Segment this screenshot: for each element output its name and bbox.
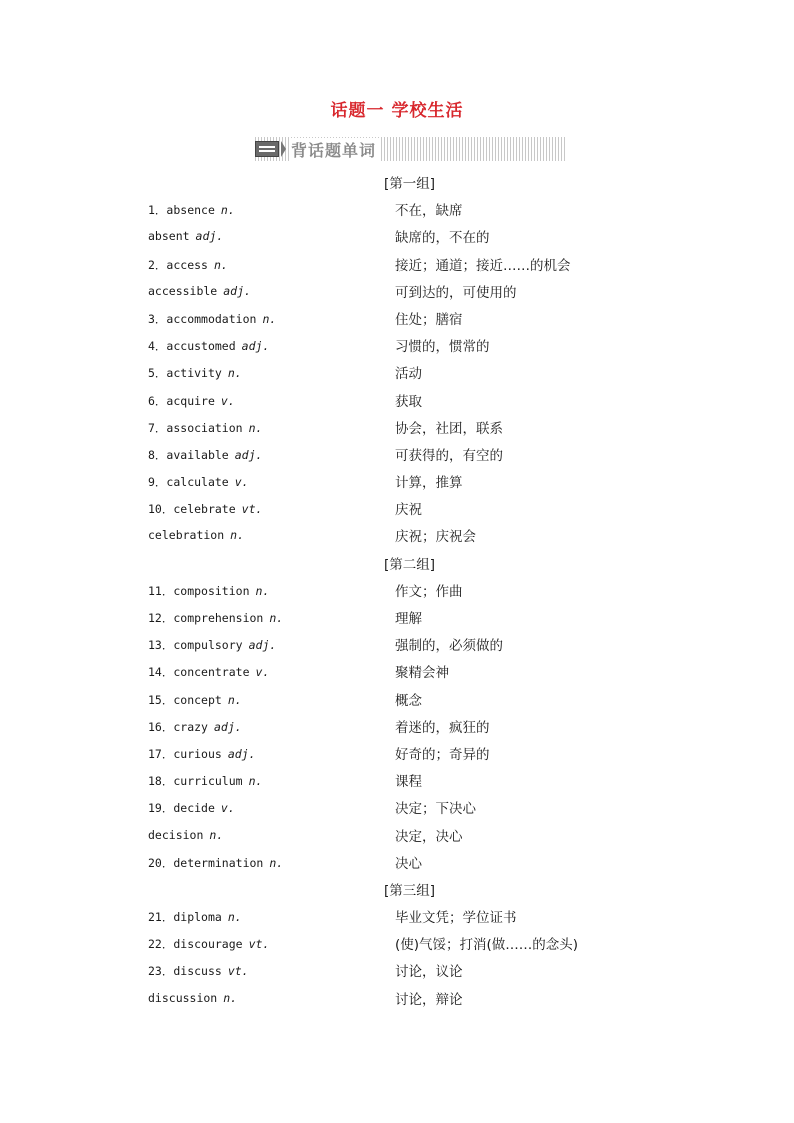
vocab-word-text: 9．calculate	[148, 475, 229, 490]
vocab-meaning: 讨论，议论	[395, 964, 463, 981]
vocab-word-text: 23．discuss	[148, 964, 222, 979]
vocab-row	[148, 902, 668, 929]
vocab-meaning: 庆祝	[395, 502, 422, 519]
chevron-right-icon	[281, 141, 286, 157]
vocab-meaning: 可到达的，可使用的	[395, 284, 517, 301]
vocab-word-text: celebration	[148, 528, 225, 543]
vocab-meaning: 好奇的；奇异的	[395, 746, 490, 763]
part-of-speech: adj.	[241, 339, 270, 354]
part-of-speech: v.	[255, 665, 270, 680]
vocabulary-list	[148, 168, 668, 1011]
vocab-word	[148, 991, 237, 1005]
vocab-word	[148, 528, 244, 542]
group-header-row	[148, 168, 668, 195]
vocab-word-text: discussion	[148, 990, 218, 1005]
vocab-row	[148, 821, 668, 848]
page-title: 话题一 学校生活	[330, 101, 464, 121]
vocab-word-text: 6．acquire	[148, 393, 215, 408]
part-of-speech: n.	[269, 855, 284, 870]
vocab-word-text: 7．association	[148, 420, 243, 435]
vocab-word-text: 15．concept	[148, 692, 222, 707]
vocab-meaning: 作文；作曲	[395, 583, 463, 600]
group-header: [第三组]	[384, 882, 436, 899]
vocab-meaning: 计算，推算	[395, 475, 463, 492]
vocab-meaning: 课程	[395, 774, 422, 791]
vocab-word-text: 5．activity	[148, 366, 222, 381]
section-box-icon	[255, 141, 279, 157]
section-banner-label: 背话题单词	[289, 138, 380, 161]
vocab-word	[148, 800, 235, 816]
part-of-speech: adj.	[248, 638, 277, 653]
vocab-word	[148, 719, 242, 735]
vocab-row	[148, 929, 668, 956]
vocab-word	[148, 828, 223, 842]
vocab-word-text: 2．access	[148, 257, 208, 272]
vocab-word	[148, 229, 223, 243]
vocab-row	[148, 222, 668, 249]
vocab-meaning: 决心	[395, 855, 422, 872]
vocab-row	[148, 630, 668, 657]
part-of-speech: adj.	[234, 447, 263, 462]
part-of-speech: adj.	[223, 283, 251, 298]
part-of-speech: adj.	[227, 746, 256, 761]
part-of-speech: vt.	[227, 964, 249, 979]
vocab-row	[148, 739, 668, 766]
vocab-word	[148, 963, 249, 979]
vocab-meaning: 着迷的，疯狂的	[395, 719, 490, 736]
group-header-row	[148, 875, 668, 902]
vocab-word	[148, 692, 242, 708]
vocab-row	[148, 440, 668, 467]
vocab-word-text: 19．decide	[148, 801, 215, 816]
vocab-word	[148, 338, 269, 354]
part-of-speech: adj.	[195, 229, 224, 244]
vocab-word	[148, 420, 262, 436]
vocab-word-text: absent	[148, 229, 190, 244]
group-header: [第二组]	[384, 556, 436, 573]
vocab-row	[148, 657, 668, 684]
vocab-word	[148, 637, 276, 653]
part-of-speech: n.	[223, 990, 238, 1005]
part-of-speech: n.	[262, 311, 277, 326]
vocab-word-text: 22．discourage	[148, 937, 243, 952]
vocab-word-text: 1．absence	[148, 203, 215, 218]
vocab-meaning: 毕业文凭；学位证书	[395, 910, 517, 927]
part-of-speech: n.	[248, 774, 263, 789]
vocab-word-text: 18．curriculum	[148, 774, 243, 789]
vocab-meaning: 强制的，必须做的	[395, 638, 503, 655]
part-of-speech: n.	[248, 420, 263, 435]
part-of-speech: n.	[227, 366, 242, 381]
vocab-word	[148, 474, 249, 490]
part-of-speech: n.	[269, 611, 284, 625]
part-of-speech: v.	[220, 801, 235, 816]
part-of-speech: n.	[209, 827, 224, 842]
vocab-word	[148, 365, 242, 381]
vocab-word	[148, 501, 262, 517]
vocab-row	[148, 956, 668, 983]
vocab-row	[148, 766, 668, 793]
vocab-word-text: 11．composition	[148, 583, 250, 598]
group-header: [第一组]	[384, 176, 436, 192]
vocab-meaning: 习惯的，惯常的	[395, 339, 490, 356]
vocab-meaning: 理解	[395, 611, 422, 627]
vocab-meaning: 住处；膳宿	[395, 311, 463, 328]
vocab-row	[148, 793, 668, 820]
vocab-word	[148, 447, 262, 463]
vocab-word	[148, 936, 269, 952]
vocab-row	[148, 685, 668, 712]
vocab-meaning: 接近；通道；接近……的机会	[395, 257, 571, 274]
vocab-word-text: 14．concentrate	[148, 665, 250, 680]
vocab-word	[148, 855, 283, 871]
vocab-row	[148, 603, 668, 630]
vocab-row	[148, 712, 668, 739]
part-of-speech: n.	[227, 692, 242, 707]
vocab-row	[148, 984, 668, 1011]
vocab-row	[148, 848, 668, 875]
vocab-word	[148, 773, 262, 789]
vocab-word-text: 21．diploma	[148, 910, 222, 925]
vocab-row	[148, 304, 668, 331]
vocab-word	[148, 664, 269, 680]
vocab-word-text: 12．comprehension	[148, 611, 264, 625]
vocab-word-text: 10．celebrate	[148, 502, 236, 517]
part-of-speech: n.	[255, 583, 270, 598]
part-of-speech: vt.	[248, 937, 270, 952]
vocab-row	[148, 467, 668, 494]
vocab-row	[148, 331, 668, 358]
part-of-speech: n.	[230, 528, 245, 543]
vocab-meaning: 活动	[395, 366, 422, 383]
part-of-speech: n.	[213, 257, 228, 272]
vocab-word-text: 3．accommodation	[148, 311, 257, 326]
group-header-row	[148, 549, 668, 576]
vocab-word	[148, 257, 228, 273]
vocab-row	[148, 576, 668, 603]
vocab-meaning: 获取	[395, 393, 422, 410]
part-of-speech: adj.	[213, 719, 242, 734]
vocab-word	[148, 610, 283, 626]
vocab-word	[148, 393, 235, 409]
vocab-row	[148, 358, 668, 385]
part-of-speech: n.	[220, 203, 235, 218]
vocab-meaning: 决定，决心	[395, 828, 463, 845]
vocab-meaning: (使)气馁；打消(做……的念头)	[395, 937, 579, 954]
vocab-row	[148, 277, 668, 304]
vocab-meaning: 概念	[395, 692, 422, 709]
vocab-row	[148, 494, 668, 521]
vocab-word-text: 16．crazy	[148, 719, 208, 734]
vocab-word	[148, 284, 251, 298]
vocab-meaning: 可获得的，有空的	[395, 447, 503, 464]
vocab-meaning: 决定；下决心	[395, 801, 476, 818]
part-of-speech: v.	[220, 393, 235, 408]
vocab-word	[148, 583, 269, 599]
vocab-row	[148, 250, 668, 277]
vocab-word-text: 17．curious	[148, 746, 222, 761]
vocab-row	[148, 521, 668, 548]
vocab-word	[148, 746, 256, 762]
vocab-word-text: 4．accustomed	[148, 339, 236, 354]
vocab-meaning: 协会，社团，联系	[395, 420, 503, 437]
vocab-word-text: 8．available	[148, 447, 229, 462]
part-of-speech: v.	[234, 475, 249, 490]
vocab-word	[148, 909, 242, 925]
vocab-word	[148, 311, 276, 327]
vocab-word-text: 13．compulsory	[148, 638, 243, 653]
vocab-word-text: accessible	[148, 283, 218, 298]
vocab-word-text: decision	[148, 827, 204, 842]
vocab-meaning: 缺席的，不在的	[395, 230, 490, 247]
vocab-word	[148, 202, 235, 218]
vocab-row	[148, 413, 668, 440]
vocab-meaning: 讨论，辩论	[395, 991, 463, 1008]
vocab-meaning: 庆祝；庆祝会	[395, 529, 476, 546]
part-of-speech: vt.	[241, 502, 263, 517]
vocab-row	[148, 195, 668, 222]
section-banner	[255, 137, 567, 161]
vocab-meaning: 聚精会神	[395, 665, 449, 682]
part-of-speech: n.	[227, 910, 242, 925]
vocab-meaning: 不在，缺席	[395, 203, 463, 220]
vocab-word-text: 20．determination	[148, 855, 264, 870]
vocab-row	[148, 386, 668, 413]
